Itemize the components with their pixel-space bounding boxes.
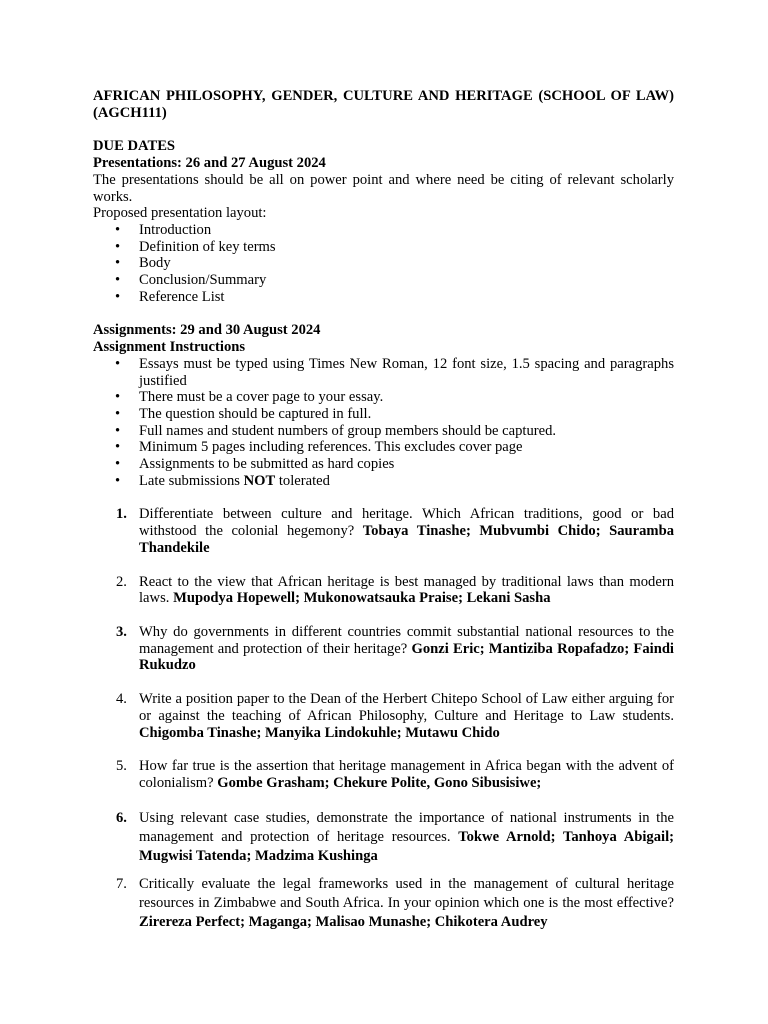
question-number: 7. — [116, 875, 127, 892]
bullet-icon: • — [115, 221, 121, 238]
course-title: AFRICAN PHILOSOPHY, GENDER, CULTURE AND HERITAGE (SCHOOL OF LAW) (AGCH111) — [93, 88, 674, 121]
document-page — [93, 88, 674, 932]
questions-list — [93, 506, 674, 931]
question-authors: Tobaya Tinashe; Mubvumbi Chido; Sauramba Thandekile — [139, 523, 674, 556]
assignments-heading: Assignments: 29 and 30 August 2024 — [93, 322, 321, 339]
layout-intro: Proposed presentation layout: — [93, 205, 267, 222]
due-dates-heading: DUE DATES — [93, 138, 176, 155]
question-number: 2. — [116, 573, 127, 590]
list-item-text: Reference List — [139, 288, 225, 305]
bullet-icon: • — [115, 272, 121, 289]
question-item — [93, 574, 674, 607]
presentations-text: The presentations should be all on power point and where need be citing of relevant scholarly works. — [93, 171, 674, 205]
question-text: How far true is the assertion that heritage management in Africa began with the advent of colonialism? — [139, 758, 674, 791]
instructions-heading: Assignment Instructions — [93, 339, 246, 356]
list-item — [93, 239, 674, 256]
assignment-instructions-list — [93, 356, 674, 490]
question-number: 5. — [116, 758, 127, 775]
list-item-text: There must be a cover page to your essay. — [139, 389, 384, 406]
question-text: Critically evaluate the legal frameworks used in the management of cultural heritage resources in Zimbabwe and South Africa. In your opinion which one is the most effective? — [139, 875, 674, 911]
question-text: React to the view that African heritage is best managed by traditional laws than modern laws. — [139, 573, 674, 607]
bullet-icon: • — [115, 439, 121, 456]
question-authors: Tokwe Arnold; Tanhoya Abigail; Mugwisi Tatenda; Madzima Kushinga — [139, 828, 674, 864]
question-number: 6. — [116, 809, 127, 826]
question-text: Write a position paper to the Dean of the Herbert Chitepo School of Law either arguing for or against the teaching of African Philosophy, Culture and Heritage to Law students. — [139, 691, 674, 724]
list-item — [93, 356, 674, 389]
list-item-text: Body — [139, 255, 171, 272]
list-item — [93, 423, 674, 440]
question-authors: Gonzi Eric; Mantiziba Ropafadzo; Faindi Rukudzo — [139, 640, 674, 674]
list-item-text: Introduction — [139, 221, 212, 238]
list-item-text: Definition of key terms — [139, 238, 276, 255]
bullet-icon: • — [115, 405, 121, 422]
bullet-icon: • — [115, 288, 121, 305]
list-item — [93, 272, 674, 289]
list-item — [93, 439, 674, 456]
bullet-icon: • — [115, 255, 121, 272]
question-authors: Mupodya Hopewell; Mukonowatsauka Praise; Lekani Sasha — [173, 590, 551, 607]
question-item — [93, 875, 674, 932]
question-number: 4. — [116, 691, 127, 708]
list-item-text: Minimum 5 pages including references. This excludes cover page — [139, 439, 523, 456]
spacer — [93, 305, 674, 322]
question-text: Differentiate between culture and heritage. Which African traditions, good or bad withstood the colonial hegemony? — [139, 506, 674, 540]
late-submissions-prefix: Late submissions — [139, 472, 244, 489]
list-item — [93, 456, 674, 473]
list-item — [93, 222, 674, 239]
presentations-heading: Presentations: 26 and 27 August 2024 — [93, 155, 326, 172]
list-item — [93, 255, 674, 272]
question-number: 3. — [116, 623, 127, 640]
question-item — [93, 809, 674, 866]
question-text: Why do governments in different countries commit substantial national resources to the management and protection of their heritage? — [139, 623, 674, 657]
question-authors: Gombe Grasham; Chekure Polite, Gono Sibusisiwe; — [217, 774, 542, 791]
spacer — [93, 489, 674, 506]
question-item — [93, 758, 674, 791]
question-authors: Zirereza Perfect; Maganga; Malisao Munashe; Chikotera Audrey — [139, 913, 548, 930]
list-item-text: Conclusion/Summary — [139, 272, 267, 289]
list-item-text: Essays must be typed using Times New Roman, 12 font size, 1.5 spacing and paragraphs justified — [139, 355, 674, 389]
bullet-icon: • — [115, 472, 121, 489]
spacer — [93, 121, 674, 138]
list-item — [93, 389, 674, 406]
list-item-text: The question should be captured in full. — [139, 405, 372, 422]
bullet-icon: • — [115, 238, 121, 255]
question-item — [93, 506, 674, 556]
list-item-text: Full names and student numbers of group members should be captured. — [139, 422, 557, 439]
question-item — [93, 691, 674, 741]
bullet-icon: • — [115, 355, 121, 372]
presentation-layout-list — [93, 222, 674, 306]
bullet-icon: • — [115, 456, 121, 473]
list-item — [93, 406, 674, 423]
question-text: Using relevant case studies, demonstrate the importance of national instruments in the management and protection of heritage resources. — [139, 809, 674, 845]
question-number: 1. — [116, 506, 127, 523]
list-item — [93, 473, 674, 490]
bullet-icon: • — [115, 389, 121, 406]
list-item-text: Assignments to be submitted as hard copies — [139, 456, 395, 473]
bullet-icon: • — [115, 422, 121, 439]
list-item — [93, 289, 674, 306]
question-authors: Chigomba Tinashe; Manyika Lindokuhle; Mutawu Chido — [139, 724, 500, 741]
question-item — [93, 624, 674, 674]
late-submissions-suffix: tolerated — [275, 472, 330, 489]
late-submissions-emphasis: NOT — [243, 472, 276, 489]
